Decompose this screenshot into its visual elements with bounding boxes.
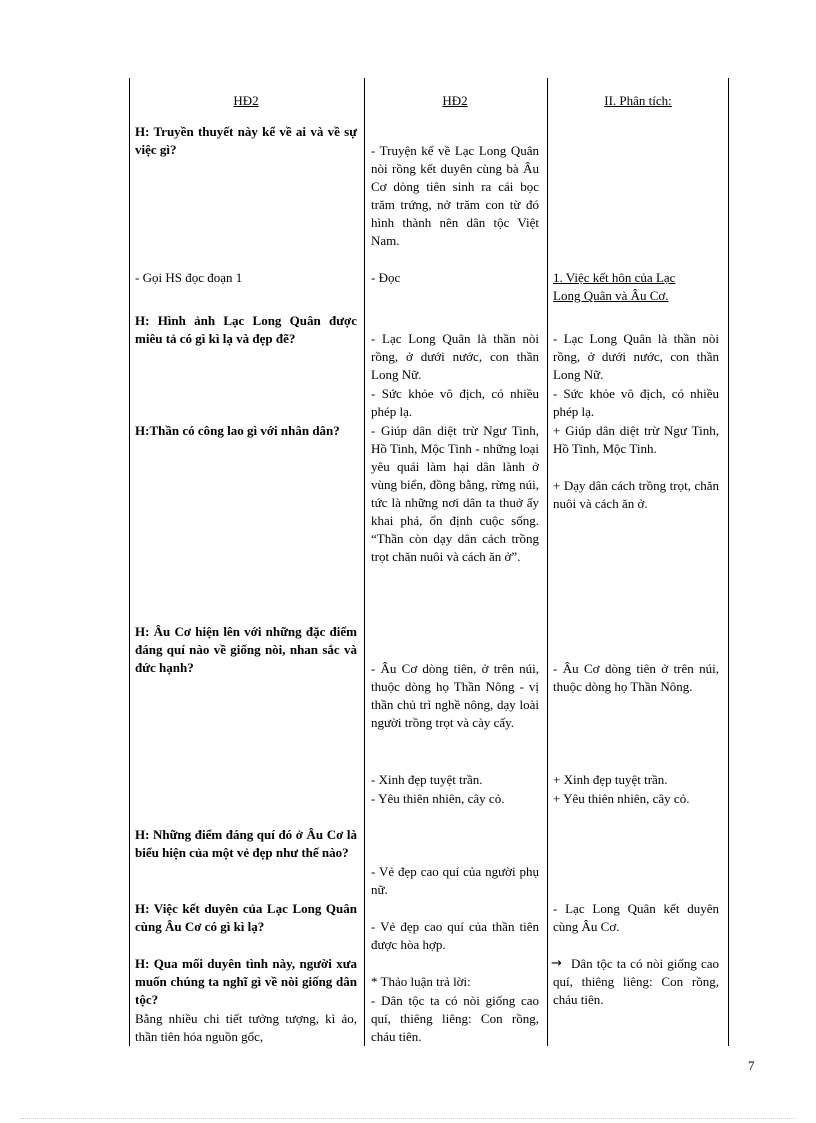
page-number: 7 xyxy=(748,1058,755,1073)
table-border-col3 xyxy=(547,78,548,1046)
section-heading-line-1: 1. Việc kết hôn của Lạc xyxy=(553,270,676,285)
answer-2b: - Sức khỏe vô địch, có nhiều phép lạ. xyxy=(371,386,539,419)
page-bottom-divider xyxy=(20,1118,796,1119)
col1-header: HĐ2 xyxy=(233,93,259,108)
answer-4c: - Yêu thiên nhiên, cây cỏ. xyxy=(371,791,505,806)
table-border-left xyxy=(129,78,130,1046)
analysis-2: - Sức khỏe vô địch, có nhiều phép lạ. xyxy=(553,386,719,419)
question-6: H: Việc kết duyên của Lạc Long Quân cùng Âu Cơ có gì kì lạ? xyxy=(135,901,357,934)
col3-header: II. Phân tích: xyxy=(604,93,672,108)
answer-7a: * Thảo luận trả lời: xyxy=(371,974,471,989)
student-read: - Đọc xyxy=(371,270,401,285)
answer-5: - Vẻ đẹp cao quí của người phụ nữ. xyxy=(371,864,539,897)
section-heading-line-2: Long Quân và Âu Cơ. xyxy=(553,288,669,303)
analysis-9-text: Dân tộc ta có nòi giống cao quí, thiêng liêng: Con rồng, cháu tiên. xyxy=(553,956,719,1007)
analysis-8: - Lạc Long Quân kết duyên cùng Âu Cơ. xyxy=(553,901,719,934)
answer-3: - Giúp dân diệt trừ Ngư Tinh, Hồ Tinh, Mộc Tinh - những loại yêu quái làm hại dân lành ở vùng biển, đồng bằng, rừng núi, tức là những nơi dân ta thuở ấy khai phá, ổn định cuộc sống. “Thần còn dạy dân cách trồng trọt chăn nuôi và cách ăn ở”. xyxy=(371,423,539,564)
answer-1: - Truyện kể về Lạc Long Quân nòi rồng kết duyên cùng bà Âu Cơ dòng tiên sinh ra cái bọc trăm trứng, nở trăm con từ đó hình thành nên dân tộc Việt Nam. xyxy=(371,143,539,248)
question-7: H: Qua mối duyên tình này, người xưa muốn chúng ta nghĩ gì về nòi giống dân tộc? xyxy=(135,956,357,1007)
question-2: H: Hình ảnh Lạc Long Quân được miêu tả có gì kì lạ và đẹp đẽ? xyxy=(135,313,357,346)
analysis-7: + Yêu thiên nhiên, cây cỏ. xyxy=(553,791,690,806)
teacher-instruction: - Gọi HS đọc đoạn 1 xyxy=(135,270,243,285)
answer-7b: - Dân tộc ta có nòi giống cao quí, thiêng liêng: Con rồng, cháu tiên. xyxy=(371,993,539,1044)
analysis-4: + Dạy dân cách trồng trọt, chăn nuôi và cách ăn ở. xyxy=(553,478,719,511)
question-3: H:Thần có công lao gì với nhân dân? xyxy=(135,423,340,438)
analysis-5: - Âu Cơ dòng tiên ở trên núi, thuộc dòng họ Thần Nông. xyxy=(553,661,719,694)
analysis-6: + Xinh đẹp tuyệt trần. xyxy=(553,772,668,787)
analysis-3: + Giúp dân diệt trừ Ngư Tinh, Hồ Tinh, Mộc Tinh. xyxy=(553,423,719,456)
question-5: H: Những điểm đáng quí đó ở Âu Cơ là biểu hiện của một vẻ đẹp như thế nào? xyxy=(135,827,357,860)
table-border-right xyxy=(728,78,729,1046)
section-heading-1 xyxy=(553,269,725,305)
question-1: H: Truyền thuyết này kể về ai và về sự việc gì? xyxy=(135,124,357,157)
table-border-col2 xyxy=(364,78,365,1046)
summary-text: Bằng nhiều chi tiết tưởng tượng, kì ảo, thần tiên hóa nguồn gốc, xyxy=(135,1011,357,1044)
analysis-1: - Lạc Long Quân là thần nòi rồng, ở dưới nước, con thần Long Nữ. xyxy=(553,331,719,382)
analysis-9 xyxy=(553,955,719,1009)
question-4: H: Âu Cơ hiện lên với những đặc điểm đáng quí nào về giống nòi, nhan sắc và đức hạnh? xyxy=(135,624,357,675)
answer-6: - Vẻ đẹp cao quí của thần tiên được hòa hợp. xyxy=(371,919,539,952)
answer-2a: - Lạc Long Quân là thần nòi rồng, ở dưới nước, con thần Long Nữ. xyxy=(371,331,539,382)
answer-4a: - Âu Cơ dòng tiên, ở trên núi, thuộc dòng họ Thần Nông - vị thần chủ trì nghề nông, dạy loài người trồng trọt và cày cấy. xyxy=(371,661,539,730)
col2-header: HĐ2 xyxy=(442,93,468,108)
answer-4b: - Xinh đẹp tuyệt trần. xyxy=(371,772,483,787)
arrow-right-icon: → xyxy=(551,956,562,971)
